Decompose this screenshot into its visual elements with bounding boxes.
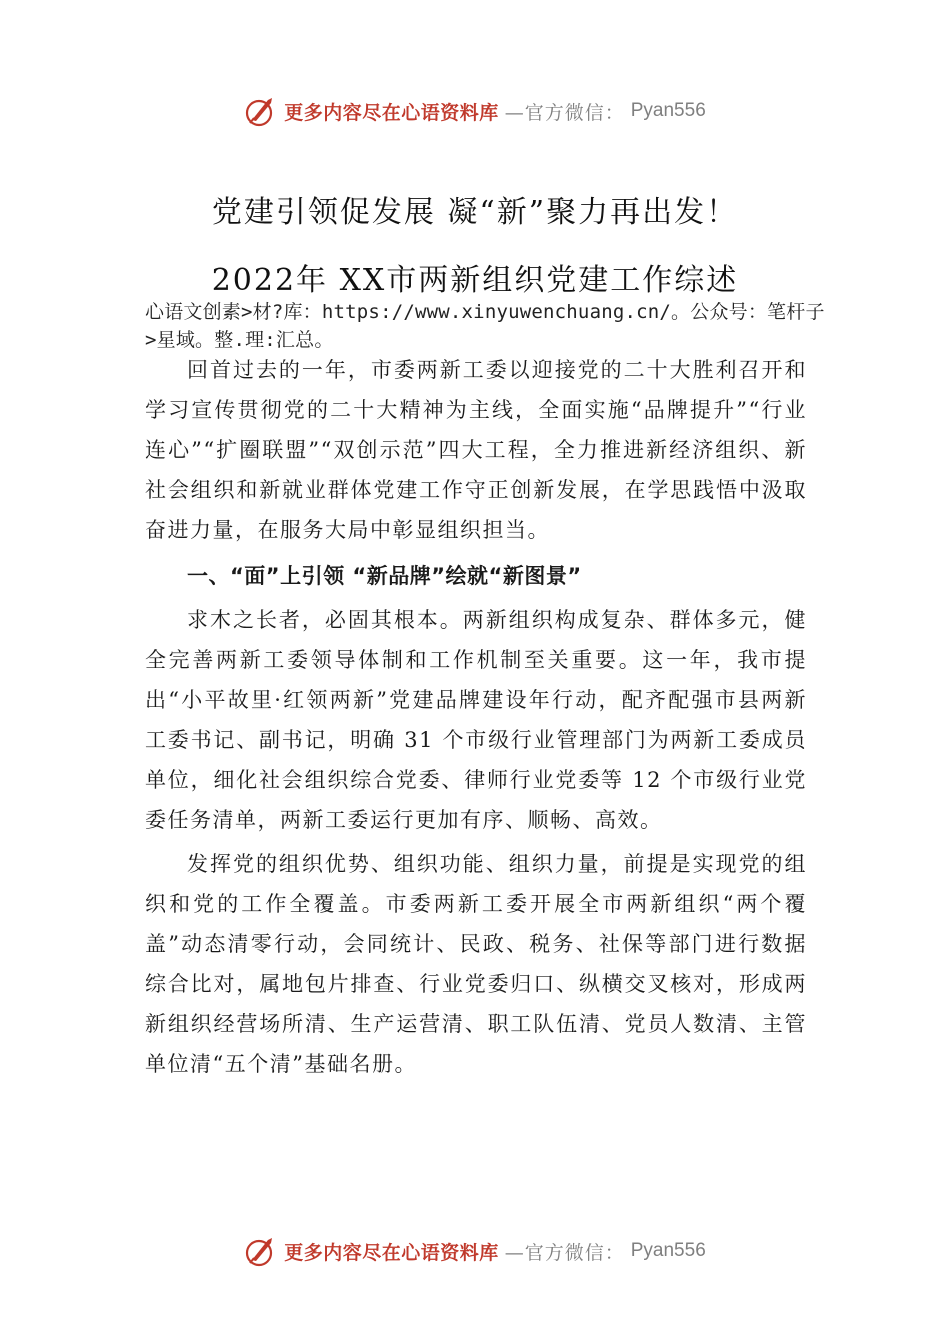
intro-paragraph: 回首过去的一年，市委两新工委以迎接党的二十大胜利召开和学习宣传贯彻党的二十大精神为主线，全面实施“品牌提升”“行业连心”“扩圈联盟”“双创示范”四大工程，全力推进新经济组织、新社会组织和新就业群体党建工作守正创新发展，在学思践悟中汲取奋进力量，在服务大局中彰显组织担当。 xyxy=(145,358,807,542)
banner-wechat-label: —官方微信： xyxy=(504,1241,625,1264)
header-banner xyxy=(0,94,950,128)
body-paragraph: 发挥党的组织优势、组织功能、组织力量，前提是实现党的组织和党的工作全覆盖。市委两新工委开展全市两新组织“两个覆盖”动态清零行动，会同统计、民政、税务、社保等部门进行数据综合比对，属地包片排查、行业党委归口、纵横交叉核对，形成两新组织经营场所清、生产运营清、职工队伍清、党员人数清、主管单位清“五个清”基础名册。 xyxy=(145,852,807,1076)
quill-logo-icon xyxy=(244,1234,278,1268)
document-subtitle: 2022年 XX市两新组织党建工作综述 xyxy=(211,263,739,298)
banner-wechat-id: Pyan556 xyxy=(630,1240,706,1261)
footer-banner xyxy=(0,1234,950,1268)
banner-wechat-id: Pyan556 xyxy=(630,100,706,121)
section-heading: 一、“面”上引领 “新品牌”绘就“新图景” xyxy=(187,564,582,588)
source-note: 心语文创素>材?库：https://www.xinyuwenchuang.cn/。公众号：笔杆子>星域。整.理:汇总。 xyxy=(145,301,825,351)
quill-logo-icon xyxy=(244,94,278,128)
document-title: 党建引领促发展 凝“新”聚力再出发！ xyxy=(211,195,739,230)
banner-brand-text: 更多内容尽在心语资料库 xyxy=(284,101,499,124)
banner-wechat-label: —官方微信： xyxy=(504,101,625,124)
body-paragraph: 求木之长者，必固其根本。两新组织构成复杂、群体多元，健全完善两新工委领导体制和工作机制至关重要。这一年，我市提出“小平故里·红领两新”党建品牌建设年行动，配齐配强市县两新工委书记、副书记，明确 31 个市级行业管理部门为两新工委成员单位，细化社会组织综合党委、律师行业党委等 12 个市级行业党委任务清单，两新工委运行更加有序、顺畅、高效。 xyxy=(145,608,807,832)
banner-brand-text: 更多内容尽在心语资料库 xyxy=(284,1241,499,1264)
document-body xyxy=(145,350,807,1084)
